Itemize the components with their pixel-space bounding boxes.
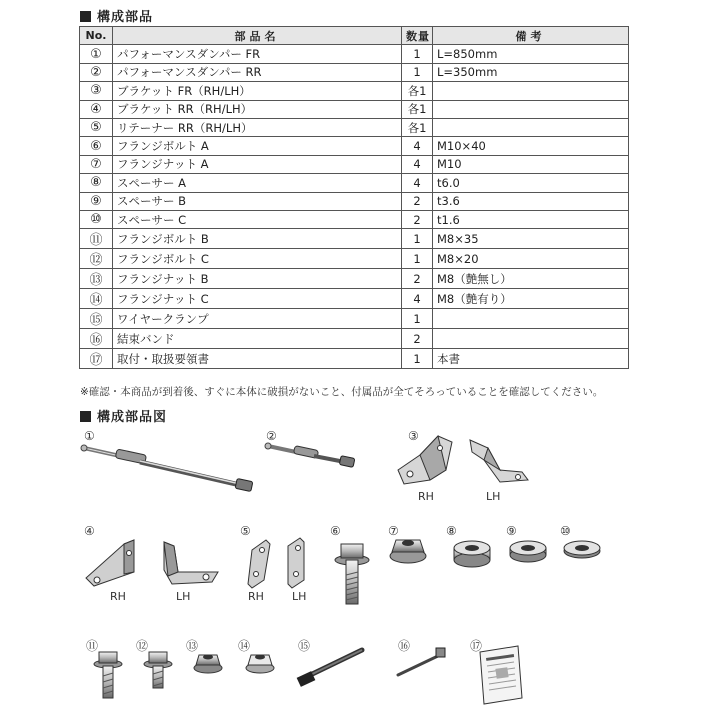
- figure-number-9: ⑨: [506, 524, 517, 538]
- cell-qty: 各1: [402, 82, 433, 100]
- spacer-a-illustration: [446, 524, 490, 567]
- cell-no: ⑧: [80, 174, 113, 192]
- cell-no: ④: [80, 100, 113, 118]
- cell-qty: 1: [402, 229, 433, 249]
- cell-name: フランジナット C: [113, 289, 402, 309]
- cell-name: 結束バンド: [113, 329, 402, 349]
- cell-no: ⑮: [80, 309, 113, 329]
- performance-damper-rr-illustration: [265, 429, 355, 467]
- figure-number-10: ⑩: [560, 524, 571, 538]
- cell-qty: 4: [402, 174, 433, 192]
- figure-number-1: ①: [84, 429, 95, 443]
- cell-note: L=850mm: [433, 45, 629, 63]
- figure-number-13: ⑬: [186, 639, 199, 653]
- bracket-fr-illustration: [398, 429, 528, 503]
- cell-note: 本書: [433, 349, 629, 369]
- cell-no: ⑥: [80, 137, 113, 155]
- cell-name: スペーサー B: [113, 192, 402, 210]
- cell-note: M8（艶無し）: [433, 269, 629, 289]
- parts-list-heading-text: 構成部品: [97, 10, 154, 25]
- cell-no: ⑫: [80, 249, 113, 269]
- cell-name: リテーナー RR（RH/LH）: [113, 118, 402, 136]
- figure-number-4: ④: [84, 524, 95, 538]
- cell-qty: 1: [402, 349, 433, 369]
- bracket-rr-lh-label: LH: [176, 590, 191, 603]
- cell-note: M10: [433, 155, 629, 173]
- figure-number-3: ③: [408, 429, 419, 443]
- figure-number-5: ⑤: [240, 524, 251, 538]
- cell-qty: 1: [402, 249, 433, 269]
- cell-name: ブラケット RR（RH/LH）: [113, 100, 402, 118]
- cell-qty: 2: [402, 192, 433, 210]
- confirmation-note: ※確認・本商品が到着後、すぐに本体に破損がないこと、付属品が全てそろっていることを確認してください。: [80, 386, 604, 398]
- cell-note: t3.6: [433, 192, 629, 210]
- cell-qty: 各1: [402, 100, 433, 118]
- cell-name: スペーサー C: [113, 210, 402, 228]
- cell-name: フランジボルト C: [113, 249, 402, 269]
- parts-figure-heading-text: 構成部品図: [97, 410, 168, 425]
- cell-name: パフォーマンスダンパー FR: [113, 45, 402, 63]
- cell-name: パフォーマンスダンパー RR: [113, 63, 402, 81]
- cell-name: フランジボルト A: [113, 137, 402, 155]
- cell-note: M8×20: [433, 249, 629, 269]
- cell-qty: 2: [402, 329, 433, 349]
- cell-name: 取付・取扱要領書: [113, 349, 402, 369]
- cell-name: フランジナット A: [113, 155, 402, 173]
- wire-clamp-illustration: [297, 639, 362, 687]
- cell-name: ワイヤークランプ: [113, 309, 402, 329]
- figure-number-15: ⑮: [298, 639, 311, 653]
- cell-qty: 4: [402, 289, 433, 309]
- cell-no: ②: [80, 63, 113, 81]
- cell-qty: 4: [402, 155, 433, 173]
- flange-nut-a-illustration: [388, 524, 426, 563]
- cell-qty: 4: [402, 137, 433, 155]
- cell-note: t1.6: [433, 210, 629, 228]
- bracket-fr-lh-label: LH: [486, 490, 501, 503]
- cell-qty: 1: [402, 309, 433, 329]
- cell-no: ⑦: [80, 155, 113, 173]
- cell-note: M8×35: [433, 229, 629, 249]
- cell-note: L=350mm: [433, 63, 629, 81]
- spacer-c-illustration: [560, 524, 600, 558]
- figure-number-17: ⑰: [470, 639, 483, 653]
- cell-no: ⑯: [80, 329, 113, 349]
- installation-manual-illustration: [470, 639, 522, 704]
- flange-bolt-a-illustration: [330, 524, 369, 604]
- cell-qty: 2: [402, 210, 433, 228]
- spacer-b-illustration: [506, 524, 546, 562]
- cell-no: ③: [80, 82, 113, 100]
- header-name: 部品名: [113, 27, 402, 45]
- figure-number-8: ⑧: [446, 524, 457, 538]
- retainer-rr-illustration: [240, 524, 306, 603]
- flange-nut-c-illustration: [238, 639, 274, 673]
- flange-nut-b-illustration: [186, 639, 222, 673]
- flange-bolt-b-illustration: [86, 639, 122, 698]
- cell-qty: 2: [402, 269, 433, 289]
- cell-name: フランジナット B: [113, 269, 402, 289]
- cell-no: ⑤: [80, 118, 113, 136]
- flange-bolt-c-illustration: [136, 639, 172, 688]
- cell-qty: 各1: [402, 118, 433, 136]
- bracket-rr-rh-label: RH: [110, 590, 126, 603]
- cell-no: ⑨: [80, 192, 113, 210]
- figure-number-12: ⑫: [136, 639, 149, 653]
- bracket-fr-rh-label: RH: [418, 490, 434, 503]
- header-qty: 数量: [402, 27, 433, 45]
- figure-number-16: ⑯: [398, 639, 411, 653]
- cell-no: ①: [80, 45, 113, 63]
- figure-number-14: ⑭: [238, 639, 251, 653]
- figure-number-6: ⑥: [330, 524, 341, 538]
- retainer-lh-label: LH: [292, 590, 307, 603]
- retainer-rh-label: RH: [248, 590, 264, 603]
- cell-no: ⑬: [80, 269, 113, 289]
- cell-name: フランジボルト B: [113, 229, 402, 249]
- cell-no: ⑰: [80, 349, 113, 369]
- cell-name: ブラケット FR（RH/LH）: [113, 82, 402, 100]
- bracket-rr-illustration: [84, 524, 218, 603]
- cell-note: t6.0: [433, 174, 629, 192]
- cable-tie-illustration: [398, 639, 445, 675]
- cell-no: ⑭: [80, 289, 113, 309]
- cell-no: ⑩: [80, 210, 113, 228]
- cell-qty: 1: [402, 45, 433, 63]
- cell-note: M10×40: [433, 137, 629, 155]
- performance-damper-fr-illustration: [81, 429, 253, 492]
- cell-note: M8（艶有り）: [433, 289, 629, 309]
- cell-no: ⑪: [80, 229, 113, 249]
- figure-number-2: ②: [266, 429, 277, 443]
- figure-number-7: ⑦: [388, 524, 399, 538]
- cell-qty: 1: [402, 63, 433, 81]
- header-no: No.: [80, 27, 113, 45]
- figure-number-11: ⑪: [86, 639, 99, 653]
- cell-name: スペーサー A: [113, 174, 402, 192]
- header-note: 備考: [433, 27, 629, 45]
